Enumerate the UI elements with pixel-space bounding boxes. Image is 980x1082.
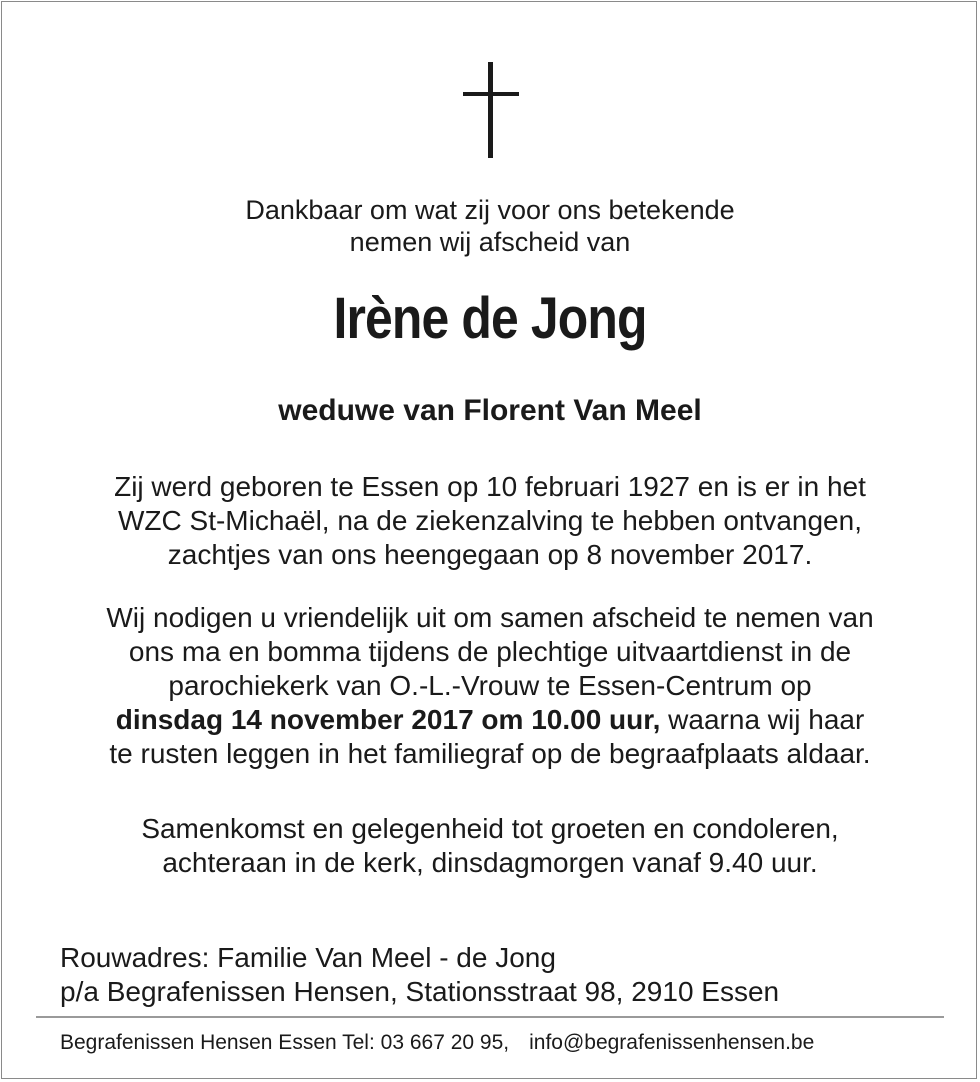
paragraph-3-line-2: achteraan in de kerk, dinsdagmorgen vanaf 9.40 uur. xyxy=(162,847,818,878)
address-line-1: Rouwadres: Familie Van Meel - de Jong xyxy=(60,942,556,973)
cross-icon xyxy=(463,62,519,158)
address-line-2: p/a Begrafenissen Hensen, Stationsstraat 98, 2910 Essen xyxy=(60,976,780,1007)
cross-vertical-bar xyxy=(488,62,493,158)
paragraph-2-line-2: ons ma en bomma tijdens de plechtige uitvaartdienst in de xyxy=(128,636,852,667)
intro-text xyxy=(40,194,940,258)
service-date-time: dinsdag 14 november 2017 om 10.00 uur, xyxy=(115,704,661,735)
paragraph-2-line-3: parochiekerk van O.-L.-Vrouw te Essen-Centrum op xyxy=(168,670,812,701)
paragraph-2-line-1: Wij nodigen u vriendelijk uit om samen afscheid te nemen van xyxy=(106,602,874,633)
cross-horizontal-bar xyxy=(463,92,519,96)
footer-divider xyxy=(36,1016,944,1018)
intro-line-2: nemen wij afscheid van xyxy=(349,227,631,257)
birth-death-paragraph xyxy=(40,470,940,572)
paragraph-2-line-4 xyxy=(40,703,940,737)
paragraph-1-line-1: Zij werd geboren te Essen op 10 februari 1927 en is er in het xyxy=(114,471,866,502)
paragraph-1-line-3: zachtjes van ons heengegaan op 8 november 2017. xyxy=(167,539,813,570)
mourning-address xyxy=(60,941,779,1009)
condolence-paragraph xyxy=(40,812,940,880)
deceased-relation: weduwe van Florent Van Meel xyxy=(278,394,702,427)
footer xyxy=(60,1029,814,1057)
funeral-service-paragraph xyxy=(40,601,940,771)
footer-company: Begrafenissen Hensen Essen Tel: 03 667 20 95, xyxy=(60,1031,510,1054)
paragraph-1-line-2: WZC St-Michaël, na de ziekenzalving te hebben ontvangen, xyxy=(118,505,862,536)
deceased-name: Irène de Jong xyxy=(333,286,647,351)
footer-email[interactable]: info@begrafenissenhensen.be xyxy=(529,1031,815,1054)
intro-line-1: Dankbaar om wat zij voor ons betekende xyxy=(245,195,735,225)
paragraph-2-line-4-rest: waarna wij haar xyxy=(660,704,865,735)
paragraph-2-line-5: te rusten leggen in het familiegraf op de begraafplaats aldaar. xyxy=(109,738,871,769)
paragraph-3-line-1: Samenkomst en gelegenheid tot groeten en condoleren, xyxy=(141,813,839,844)
